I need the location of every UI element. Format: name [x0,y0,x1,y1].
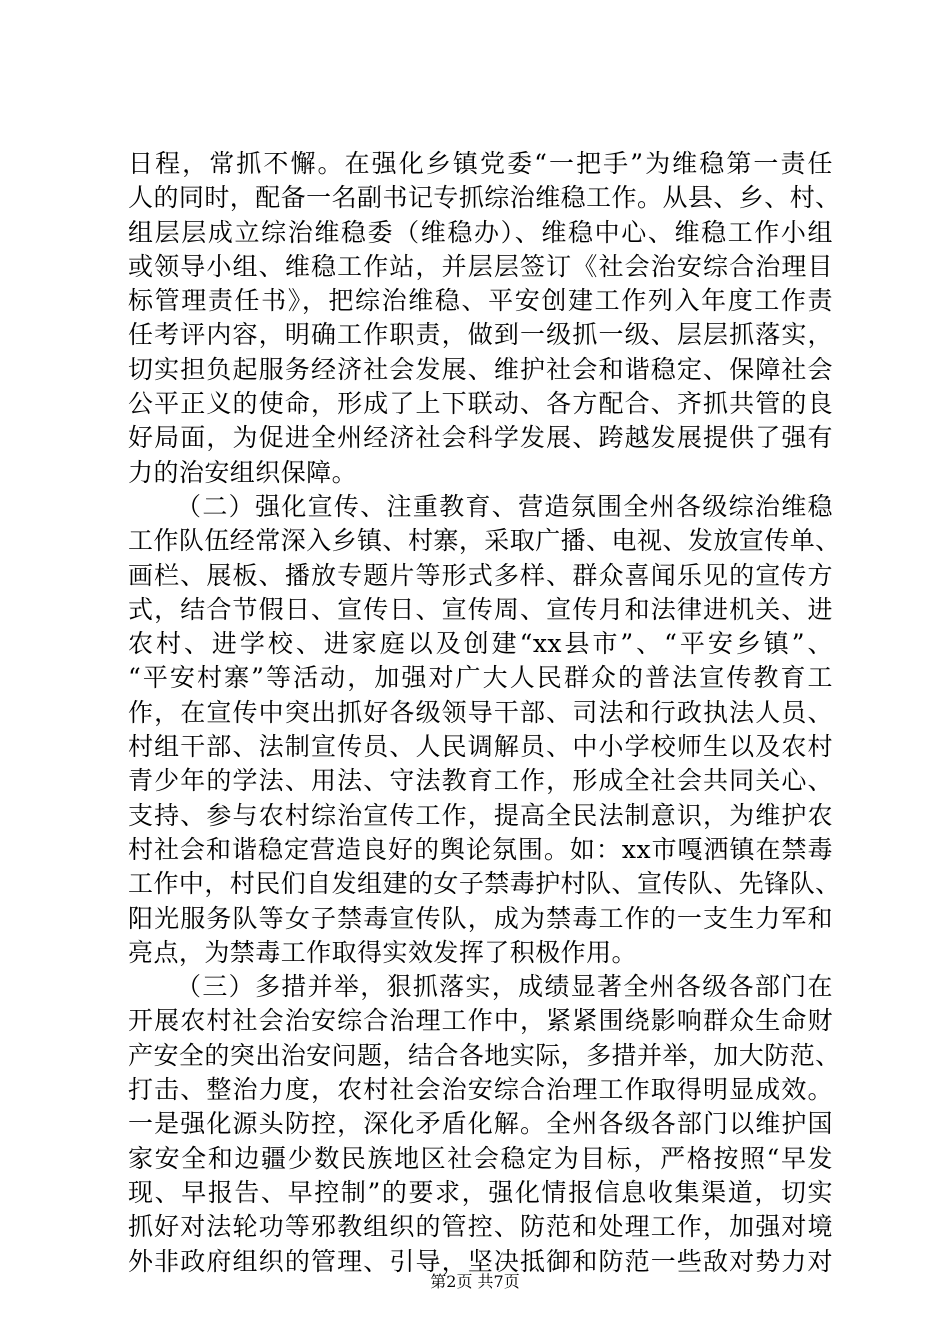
text-line: 抓好对法轮功等邪教组织的管控、防范和处理工作，加强对境 [128,1212,833,1242]
text-line: 画栏、展板、播放专题片等形式多样、群众喜闻乐见的宣传方 [128,560,833,590]
text-line: 村组干部、法制宣传员、人民调解员、中小学校师生以及农村 [128,732,833,762]
text-line: （二）强化宣传、注重教育、营造氛围全州各级综治维稳 [176,491,833,521]
page-footer [0,1272,950,1292]
text-line: 打击、整治力度，农村社会治安综合治理工作取得明显成效。 [128,1075,833,1105]
text-line: 任考评内容，明确工作职责，做到一级抓一级、层层抓落实， [128,320,833,350]
text-line: 亮点，为禁毒工作取得实效发挥了积极作用。 [128,937,638,967]
text-line: 村社会和谐稳定营造良好的舆论氛围。如：xx市嘎洒镇在禁毒 [128,834,833,864]
text-line: 组层层成立综治维稳委（维稳办）、维稳中心、维稳工作小组 [128,217,833,247]
text-line: 切实担负起服务经济社会发展、维护社会和谐稳定、保障社会 [128,354,833,384]
text-line: 力的治安组织保障。 [128,457,358,487]
text-line: 产安全的突出治安问题，结合各地实际，多措并举，加大防范、 [128,1040,841,1070]
text-line: 家安全和边疆少数民族地区社会稳定为目标，严格按照“早发 [128,1143,833,1173]
text-line: 支持、参与农村综治宣传工作，提高全民法制意识，为维护农 [128,800,833,830]
text-line: 日程，常抓不懈。在强化乡镇党委“一把手”为维稳第一责任 [128,149,833,178]
text-line: “平安村寨”等活动，加强对广大人民群众的普法宣传教育工 [128,663,833,693]
page-number-label: 第2页 共7页 [430,1272,520,1291]
text-line: 标管理责任书》，把综治维稳、平安创建工作列入年度工作责 [128,286,833,316]
text-line: 作，在宣传中突出抓好各级领导干部、司法和行政执法人员、 [128,697,833,727]
text-line: 青少年的学法、用法、守法教育工作，形成全社会共同关心、 [128,766,833,796]
text-line: 工作队伍经常深入乡镇、村寨，采取广播、电视、发放宣传单、 [128,526,841,556]
text-line: 好局面，为促进全州经济社会科学发展、跨越发展提供了强有 [128,423,833,453]
text-line: 工作中，村民们自发组建的女子禁毒护村队、宣传队、先锋队、 [128,869,841,899]
text-line: 开展农村社会治安综合治理工作中，紧紧围绕影响群众生命财 [128,1006,833,1036]
text-line: 现、早报告、早控制”的要求，强化情报信息收集渠道，切实 [128,1177,833,1207]
text-line: 或领导小组、维稳工作站，并层层签订《社会治安综合治理目 [128,251,833,281]
text-line: 阳光服务队等女子禁毒宣传队，成为禁毒工作的一支生力军和 [128,903,833,933]
text-line: 外非政府组织的管理、引导，坚决抵御和防范一些敌对势力对 [128,1246,833,1276]
text-line: 农村、进学校、进家庭以及创建“xx县市”、“平安乡镇”、 [128,629,833,659]
text-line: 一是强化源头防控，深化矛盾化解。全州各级各部门以维护国 [128,1109,833,1139]
text-line: 公平正义的使命，形成了上下联动、各方配合、齐抓共管的良 [128,389,833,419]
text-line: （三）多措并举，狠抓落实，成绩显著全州各级各部门在 [176,972,833,1002]
text-line: 人的同时，配备一名副书记专抓综治维稳工作。从县、乡、村、 [128,183,841,213]
document-body [128,147,841,1279]
text-line: 式，结合节假日、宣传日、宣传周、宣传月和法律进机关、进 [128,594,833,624]
